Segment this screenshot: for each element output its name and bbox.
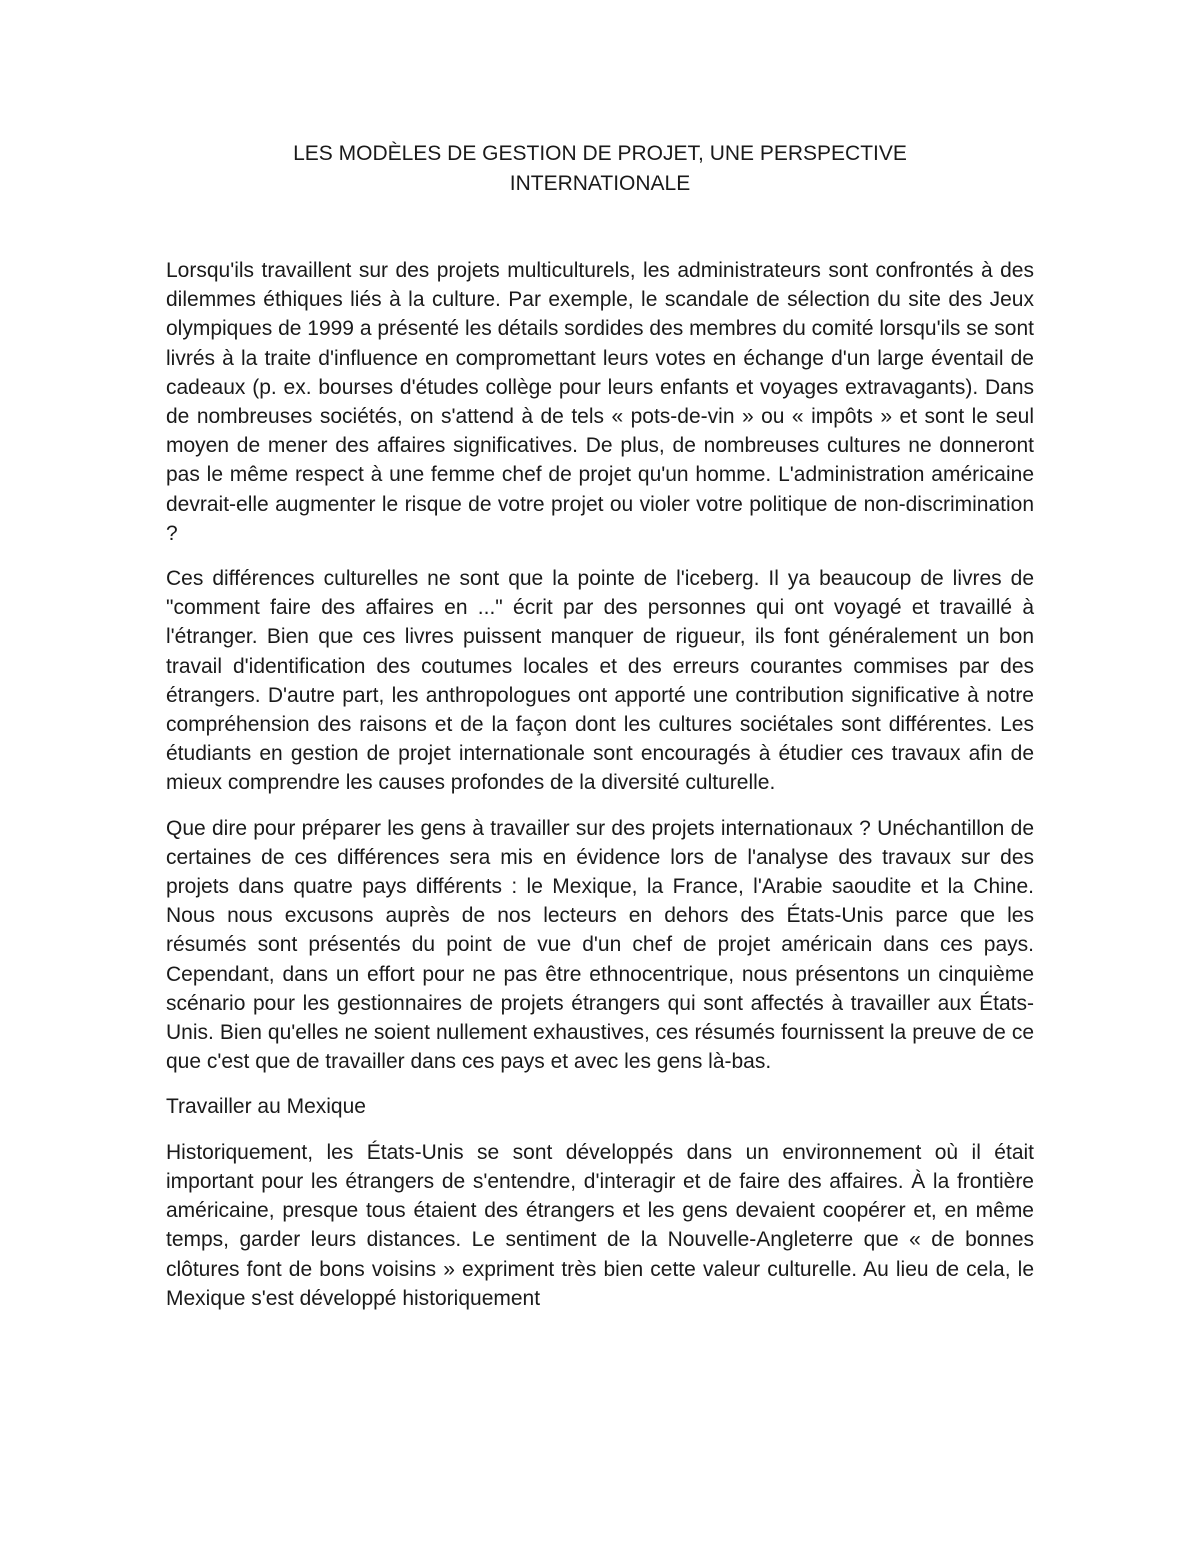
document-title: [166, 139, 1034, 199]
paragraph-3: Que dire pour préparer les gens à travailler sur des projets internationaux ? Unéchantillon de certaines de ces différences sera mis en évidence lors de l'analyse des travaux sur des projets dans quatre pays différents : le Mexique, la France, l'Arabie saoudite et la Chine. Nous nous excusons auprès de nos lecteurs en dehors des États-Unis parce que les résumés sont présentés du point de vue d'un chef de projet américain dans ces pays. Cependant, dans un effort pour ne pas être ethnocentrique, nous présentons un cinquième scénario pour les gestionnaires de projets étrangers qui sont affectés à travailler aux États-Unis. Bien qu'elles ne soient nullement exhaustives, ces résumés fournissent la preuve de ce que c'est que de travailler dans ces pays et avec les gens là-bas.: [166, 816, 1034, 1074]
document-body: [166, 256, 1034, 1329]
title-line-1: LES MODÈLES DE GESTION DE PROJET, UNE PERSPECTIVE: [293, 142, 907, 165]
section-paragraph: Historiquement, les États-Unis se sont développés dans un environnement où il était important pour les étrangers de s'entendre, d'interagir et de faire des affaires. À la frontière américaine, presque tous étaient des étrangers et les gens devaient coopérer et, en même temps, garder leurs distances. Le sentiment de la Nouvelle-Angleterre que « de bonnes clôtures font de bons voisins » expriment très bien cette valeur culturelle. Au lieu de cela, le Mexique s'est développé historiquement: [166, 1140, 1034, 1310]
paragraph-2: Ces différences culturelles ne sont que la pointe de l'iceberg. Il ya beaucoup de livres de "comment faire des affaires en ..." écrit par des personnes qui ont voyagé et travaillé à l'étranger. Bien que ces livres puissent manquer de rigueur, ils font généralement un bon travail d'identification des coutumes locales et des erreurs courantes commises par des étrangers. D'autre part, les anthropologues ont apporté une contribution significative à notre compréhension des raisons et de la façon dont les cultures sociétales sont différentes. Les étudiants en gestion de projet internationale sont encouragés à étudier ces travaux afin de mieux comprendre les causes profondes de la diversité culturelle.: [166, 567, 1034, 795]
section-heading: Travailler au Mexique: [166, 1095, 366, 1119]
title-line-2: INTERNATIONALE: [509, 172, 691, 195]
paragraph-1: Lorsqu'ils travaillent sur des projets multiculturels, les administrateurs sont confrontés à des dilemmes éthiques liés à la culture. Par exemple, le scandale de sélection du site des Jeux olympiques de 1999 a présenté les détails sordides des membres du comité lorsqu'ils se sont livrés à la traite d'influence en compromettant leurs votes en échange d'un large éventail de cadeaux (p. ex. bourses d'études collège pour leurs enfants et voyages extravagants). Dans de nombreuses sociétés, on s'attend à de tels « pots-de-vin » ou « impôts » et sont le seul moyen de mener des affaires significatives. De plus, de nombreuses cultures ne donneront pas le même respect à une femme chef de projet qu'un homme. L'administration américaine devrait-elle augmenter le risque de votre projet ou violer votre politique de non-discrimination ?: [166, 259, 1034, 545]
